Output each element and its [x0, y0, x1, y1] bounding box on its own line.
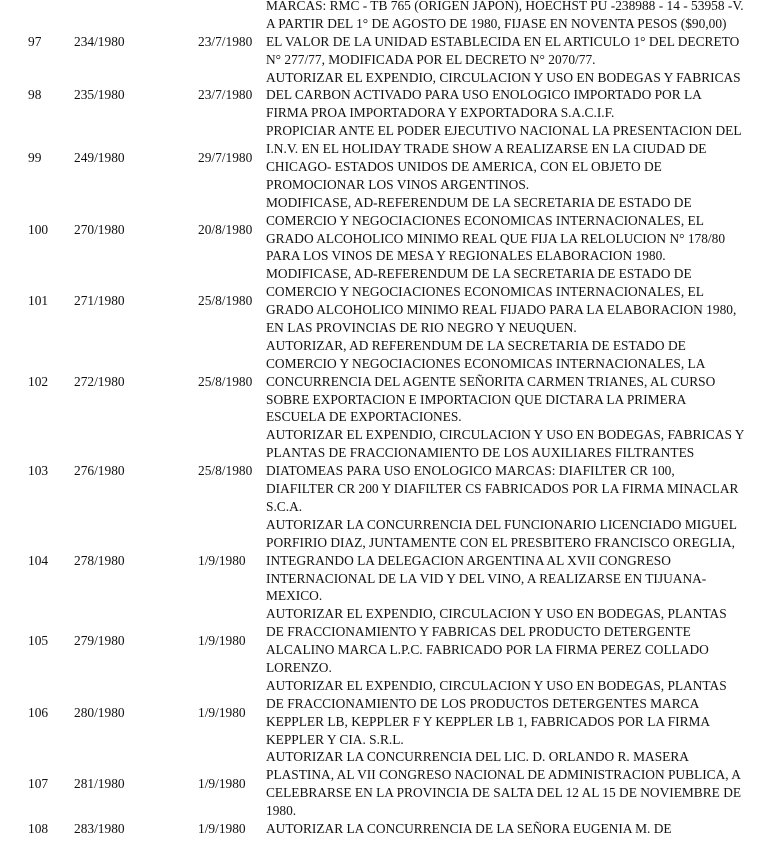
description-line: MODIFICASE, AD-REFERENDUM DE LA SECRETARIA DE ESTADO DE	[266, 266, 692, 282]
description-line: AUTORIZAR EL EXPENDIO, CIRCULACION Y USO EN BODEGAS, PLANTAS	[266, 677, 727, 693]
description-line: ESCUELA DE EXPORTACIONES.	[266, 409, 462, 425]
description-line: FIRMA PROA IMPORTADORA Y EXPORTADORA S.A.C.I.F.	[266, 105, 615, 121]
resolution-row	[0, 677, 765, 749]
resolution-number: 272/1980	[74, 373, 125, 389]
resolution-number: 280/1980	[74, 704, 125, 720]
entry-number: 108	[28, 820, 49, 836]
description-line: ALCALINO MARCA L.P.C. FABRICADO POR LA FIRMA PEREZ COLLADO	[266, 642, 709, 658]
resolution-number: 278/1980	[74, 552, 125, 568]
resolution-date: 1/9/1980	[198, 552, 246, 568]
description-line: CONCURRENCIA DEL AGENTE SEÑORITA CARMEN TRIANES, AL CURSO	[266, 373, 716, 389]
resolution-date: 23/7/1980	[198, 33, 253, 49]
resolution-number: 283/1980	[74, 820, 125, 836]
description-line: S.C.A.	[266, 498, 303, 514]
resolution-number: 276/1980	[74, 463, 125, 479]
entry-number: 99	[28, 150, 42, 166]
resolution-description	[266, 69, 765, 123]
resolution-description	[266, 426, 765, 515]
resolution-date: 23/7/1980	[198, 87, 253, 103]
entry-number: 98	[28, 87, 42, 103]
description-line: MODIFICASE, AD-REFERENDUM DE LA SECRETARIA DE ESTADO DE	[266, 194, 692, 210]
description-line: CHICAGO- ESTADOS UNIDOS DE AMERICA, CON EL OBJETO DE	[266, 159, 662, 175]
resolution-row	[0, 516, 765, 605]
resolution-row	[0, 426, 765, 515]
description-line: DE FRACCIONAMIENTO DE LOS PRODUCTOS DETERGENTES MARCA	[266, 695, 700, 711]
description-line: DE FRACCIONAMIENTO Y FABRICAS DEL PRODUCTO DETERGENTE	[266, 624, 691, 640]
entry-number: 106	[28, 704, 49, 720]
resolution-description	[266, 194, 765, 266]
resolution-row	[0, 194, 765, 266]
resolution-number: 234/1980	[74, 33, 125, 49]
entry-number: 97	[28, 33, 42, 49]
description-line: PROPICIAR ANTE EL PODER EJECUTIVO NACIONAL LA PRESENTACION DEL	[266, 123, 742, 139]
resolution-date: 25/8/1980	[198, 293, 253, 309]
entry-number: 100	[28, 221, 49, 237]
description-line: KEPPLER LB, KEPPLER F Y KEPPLER LB 1, FABRICADOS POR LA FIRMA	[266, 713, 711, 729]
resolution-number: 249/1980	[74, 150, 125, 166]
entry-number: 107	[28, 776, 49, 792]
entry-number: 102	[28, 373, 49, 389]
description-line: INTERNACIONAL DE LA VID Y DEL VINO, A REALIZARSE EN TIJUANA-	[266, 570, 707, 586]
entry-number: 104	[28, 552, 49, 568]
resolution-date: 29/7/1980	[198, 150, 253, 166]
description-line: AUTORIZAR LA CONCURRENCIA DE LA SEÑORA EUGENIA M. DE	[266, 820, 672, 836]
description-line: COMERCIO Y NEGOCIACIONES ECONOMICAS INTERNACIONALES, LA	[266, 355, 706, 371]
resolution-date: 1/9/1980	[198, 776, 246, 792]
description-line: GRADO ALCOHOLICO MINIMO REAL QUE FIJA LA RELOLUCION N° 178/80	[266, 230, 726, 246]
description-line: COMERCIO Y NEGOCIACIONES ECONOMICAS INTERNACIONALES, EL	[266, 212, 704, 228]
description-line: PARA LOS VINOS DE MESA Y REGIONALES ELABORACION 1980.	[266, 248, 666, 264]
resolution-description	[266, 605, 765, 677]
resolution-number: 281/1980	[74, 776, 125, 792]
entry-number: 101	[28, 293, 49, 309]
description-line: I.N.V. EN EL HOLIDAY TRADE SHOW A REALIZARSE EN LA CIUDAD DE	[266, 141, 707, 157]
resolution-description	[266, 15, 765, 69]
description-line: SOBRE EXPORTACION E IMPORTACION QUE DICTARA LA PRIMERA	[266, 391, 687, 407]
description-line: N° 277/77, MODIFICADA POR EL DECRETO N° 2070/77.	[266, 51, 596, 67]
resolution-description	[266, 677, 765, 749]
resolution-number: 235/1980	[74, 87, 125, 103]
resolution-row	[0, 605, 765, 677]
description-line: KEPPLER Y CIA. S.R.L.	[266, 731, 404, 747]
description-line: 1980.	[266, 803, 297, 819]
description-line: PROMOCIONAR LOS VINOS ARGENTINOS.	[266, 176, 530, 192]
resolution-description	[266, 122, 765, 194]
resolution-description	[266, 820, 765, 838]
resolution-row	[0, 265, 765, 337]
resolution-description	[266, 265, 765, 337]
description-line: EN LAS PROVINCIAS DE RIO NEGRO Y NEUQUEN.	[266, 320, 577, 336]
description-line: AUTORIZAR EL EXPENDIO, CIRCULACION Y USO EN BODEGAS, FABRICAS Y	[266, 427, 745, 443]
resolution-description	[266, 0, 765, 15]
resolution-row	[0, 748, 765, 820]
resolution-row	[0, 337, 765, 426]
resolution-row	[0, 122, 765, 194]
description-line: PORFIRIO DIAZ, JUNTAMENTE CON EL PRESBITERO FRANCISCO OREGLIA,	[266, 534, 735, 550]
resolution-row	[0, 0, 765, 15]
resolution-date: 1/9/1980	[198, 820, 246, 836]
resolution-row	[0, 820, 765, 838]
description-line: PLASTINA, AL VII CONGRESO NACIONAL DE ADMINISTRACION PUBLICA, A	[266, 767, 741, 783]
resolution-date: 25/8/1980	[198, 373, 253, 389]
resolution-row	[0, 69, 765, 123]
resolution-row	[0, 15, 765, 69]
resolution-description	[266, 337, 765, 426]
description-line: PLANTAS DE FRACCIONAMIENTO DE LOS AUXILIARES FILTRANTES	[266, 445, 695, 461]
description-line: EL VALOR DE LA UNIDAD ESTABLECIDA EN EL ARTICULO 1° DEL DECRETO	[266, 33, 740, 49]
description-line: LORENZO.	[266, 659, 332, 675]
description-line: MEXICO.	[266, 588, 323, 604]
resolution-date: 1/9/1980	[198, 704, 246, 720]
resolution-date: 25/8/1980	[198, 463, 253, 479]
resolution-date: 1/9/1980	[198, 633, 246, 649]
resolution-description	[266, 748, 765, 820]
entry-number: 103	[28, 463, 49, 479]
resolution-number: 279/1980	[74, 633, 125, 649]
description-line: AUTORIZAR, AD REFERENDUM DE LA SECRETARIA DE ESTADO DE	[266, 337, 686, 353]
resolution-number: 271/1980	[74, 293, 125, 309]
description-line: AUTORIZAR LA CONCURRENCIA DEL FUNCIONARIO LICENCIADO MIGUEL	[266, 516, 737, 532]
resolution-description	[266, 516, 765, 605]
resolution-date: 20/8/1980	[198, 221, 253, 237]
resolution-number: 270/1980	[74, 221, 125, 237]
description-line: AUTORIZAR EL EXPENDIO, CIRCULACION Y USO EN BODEGAS, PLANTAS	[266, 606, 727, 622]
entry-number: 105	[28, 633, 49, 649]
description-line: DIAFILTER CR 200 Y DIAFILTER CS FABRICADOS POR LA FIRMA MINACLAR	[266, 481, 739, 497]
description-line: COMERCIO Y NEGOCIACIONES ECONOMICAS INTERNACIONALES, EL	[266, 284, 704, 300]
description-line: A PARTIR DEL 1° DE AGOSTO DE 1980, FIJASE EN NOVENTA PESOS ($90,00)	[266, 15, 727, 31]
description-line: GRADO ALCOHOLICO MINIMO REAL FIJADO PARA LA ELABORACION 1980,	[266, 302, 737, 318]
description-line: INTEGRANDO LA DELEGACION ARGENTINA AL XVII CONGRESO	[266, 552, 671, 568]
description-line: DIATOMEAS PARA USO ENOLOGICO MARCAS: DIAFILTER CR 100,	[266, 463, 675, 479]
description-line: AUTORIZAR LA CONCURRENCIA DEL LIC. D. ORLANDO R. MASERA	[266, 749, 689, 765]
description-line: CELEBRARSE EN LA PROVINCIA DE SALTA DEL 12 AL 15 DE NOVIEMBRE DE	[266, 785, 742, 801]
description-line: AUTORIZAR EL EXPENDIO, CIRCULACION Y USO EN BODEGAS Y FABRICAS	[266, 69, 741, 85]
description-line: DEL CARBON ACTIVADO PARA USO ENOLOGICO IMPORTADO POR LA	[266, 87, 702, 103]
description-line: MARCAS: RMC - TB 765 (ORIGEN JAPON), HOECHST PU -238988 - 14 - 53958 -V.	[266, 0, 744, 13]
